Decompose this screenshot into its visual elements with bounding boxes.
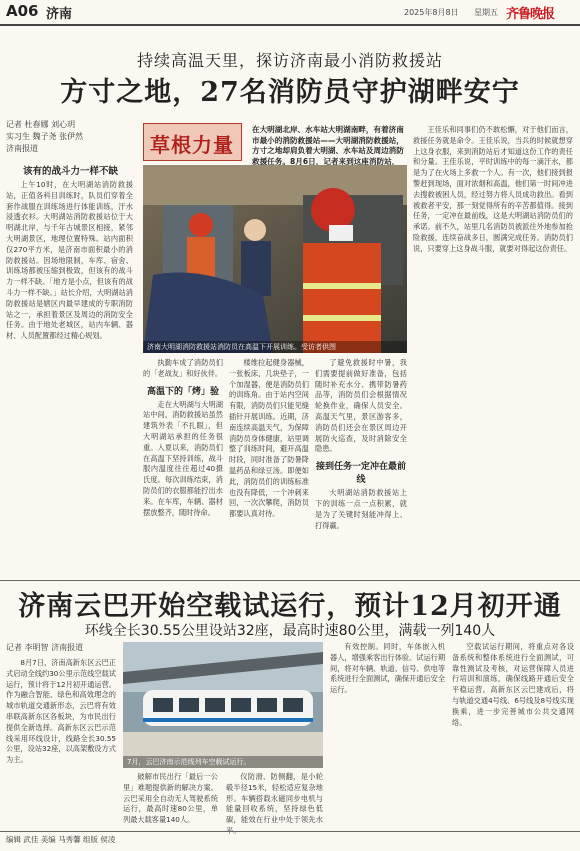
story1-kicker: 持续高温天里，探访济南最小消防救援站 [136,51,443,70]
page-footer: 编辑 武佳 美编 马秀馨 组版 侯凌 [6,835,116,844]
paragraph: 楼维拉起健身器械，一张板床，几块垫子，一个加湿器，便是消防员们的训练角。由于站内空间有限，消防员们只能见缝插针开展训练。近期，济南连续高温天气，为保障消防员身体健康，站里调整了训练时间，避开高温时段，同时准备了防暑降温药品和绿豆汤。即便如此，消防员们的训练标准也没有降低，一个冲刺来回，一次次攀爬，消防员都要认真对待。 [229,358,309,519]
byline-line: 济南报道 [6,144,38,153]
page-number: A06 [6,2,39,20]
paragraph: 走在大明湖与大明湖站中间，消防救援站虽然建筑外表「不扎眼」，但大明湖站承担的任务很重。入夏以来，消防员们在高温下坚持训练，战斗服内温度往往超过40摄氏度。每次训练结束，消防员们的衣服都能拧出水来。在车库，车辆、器材摆放整齐，随时待命。 [143,399,223,517]
story1-column-1 [6,180,133,576]
story2-column-5 [452,642,574,830]
story2-kicker: 环线全长30.55公里设站32座，最高时速80公里，满载一列140人 [84,623,496,639]
column-tag-text: 草根力量 [150,133,234,157]
story2-column-4 [330,642,445,830]
newspaper-logo: 齐鲁晚报 [506,7,555,22]
story1-lead: 在大明湖北岸、水车站大明湖南畔，有着济南市最小的消防救援站——大明湖消防救援站，方寸之地却肩负着大明湖、水车站及周边消防救援任务。8月6日，记者来到这座消防站， [252,125,404,166]
paragraph: 空载试运行期间，将重点对各设备系统和整体系统进行全面测试，可靠性测试及考核，对运营保障人员进行培训和演练，确保线路开通后安全平稳运营。高新东区云巴建成后，将与轨道交通4号线、6号线及8号线实现换乘，进一步完善城市公共交通网络。 [452,642,574,727]
story1-column-2 [143,358,223,576]
byline-line: 记者 杜春娜 刘心玥 [6,120,76,129]
story1-column-4 [315,358,407,576]
story2-headline: 济南云巴开始空载试运行，预计12月初开通 [18,591,562,622]
issue-date: 2025年8月8日 [404,8,459,17]
paragraph: 上午10时，在大明湖站消防救援站，正值各科目训练时，队员们穿着全套作战服在训练场进行体能训练，汗水浸透衣衫。大明湖站消防救援站位于大明湖北岸，与千年古城景区相接，紧邻大明湖景区，地理位置特殊。站内面积仅270平方米，是济南市面积最小的消防救援站。因场地限制，车库、宿舍、训练场都被压缩到极致，但该有的战斗力一样不缺。「地方是小点，但该有的战斗力一样不缺。」站长介绍，大明湖站消防救援站是辖区内最早建成的专职消防站之一，承担着景区及周边的消防安全任务。由于地处老城区，站内车辆、器材、人员配置都经过精心规划。 [6,180,133,341]
photo-caption: 济南大明湖消防救援站消防员在高温下开展训练。受访者供图 [147,343,336,351]
paragraph: 执勤车成了消防员们的「老战友」和好伙伴。 [143,358,223,378]
paragraph: 8月7日，济南高新东区云巴正式启动全线约30公里示范线空载试运行，预计将于12月初开通运营。作为融合智能、绿色和高效理念的城市轨道交通新形态，云巴将有效串联高新东区各板块，为市民出行提供全新选择。高新东区云巴示范线采用环线设计，线路全长30.55公里，设站32座，以高架敷设方式为主。 [6,658,116,765]
photo-illustration [143,165,407,353]
byline-line: 实习生 魏子尧 张伊然 [6,132,84,141]
column-tag [143,123,242,161]
paragraph: 有效控制。同时，车体嵌入机器人，增强乘客出行体验。试运行期间，将对车辆、轨道、信号、供电等系统进行全面测试，确保开通后安全运行。 [330,642,446,695]
paragraph: 了避免救援时中暑，我们需要提前做好准备，包括随时补充水分、携带防暑药品等，消防员们会根据情况轮换作业，确保人员安全。高温天气里，景区游客多，消防员们还会在景区周边开展防火巡查，及时消除安全隐患。 [315,358,407,454]
paragraph: 破解市民出行「最后一公里」难题提供新的解决方案。云巴采用全自动无人驾驶系统运行，最高时速80公里，单列最大载客量140人。 [123,772,218,825]
story1-subhead: 该有的战斗力一样不缺 [22,166,118,177]
story1-column-3 [229,358,309,576]
story1-byline [6,119,136,155]
story2-byline [6,642,116,654]
paragraph: 大明湖站消防救援站上下的训练一点一点积累，就是为了关键时刻能冲得上、打得赢。 [315,488,407,530]
firefighters-photo [143,165,407,353]
cloud-rail-photo [123,642,323,768]
section-name: 济南 [46,7,73,22]
story1-midhead: 接到任务一定冲在最前线 [315,462,406,486]
footer-divider [0,831,580,832]
page-header [0,0,580,26]
story-divider [0,580,580,581]
byline-line: 记者 李明智 济南报道 [6,643,84,652]
paragraph: 仪防滑、防侧翻，是小轮毂半径15米，轻松适应复杂地形。车辆搭载永磁同步电机与能量回收系统，坚持绿色低碳，能效在行业中处于领先水平。 [226,772,323,835]
paragraph: 王佳乐和同事们仍不敢松懈，对于他们而言，救援任务就是命令。王佳乐说，当兵的时候就想穿上这身衣服，来到消防站后才知道这份工作的责任和分量。王佳乐说，平时训练中的每一滴汗水，都是为了在火场上多救一个人。有一次，他们接到报警赶到现场，面对浓烟和高温，他们第一时间冲进去搜救被困人员，经过努力将人员成功救出。看到被救者平安，那一刻觉得所有的辛苦都值得。接到任务，一定冲在最前线，这是大明湖站消防员们的承诺。前不久，站里几名消防员被派往外地参加抢险救援，连续奋战多日，圆满完成任务。消防员们说，只要穿上这身战斗服，就要对得起这份责任。 [413,125,573,253]
issue-weekday: 星期五 [474,8,498,17]
story2-column-2 [123,772,218,830]
story2-column-3 [226,772,323,835]
photo-caption: 7月，云巴济南示范线列车空载试运行。 [127,758,251,766]
photo-illustration [123,642,323,768]
story2-column-1 [6,658,116,830]
story1-column-5 [413,125,573,576]
story1-headline: 方寸之地，27名消防员守护湖畔安宁 [60,77,520,108]
story1-midhead: 高温下的「烤」验 [146,386,219,397]
